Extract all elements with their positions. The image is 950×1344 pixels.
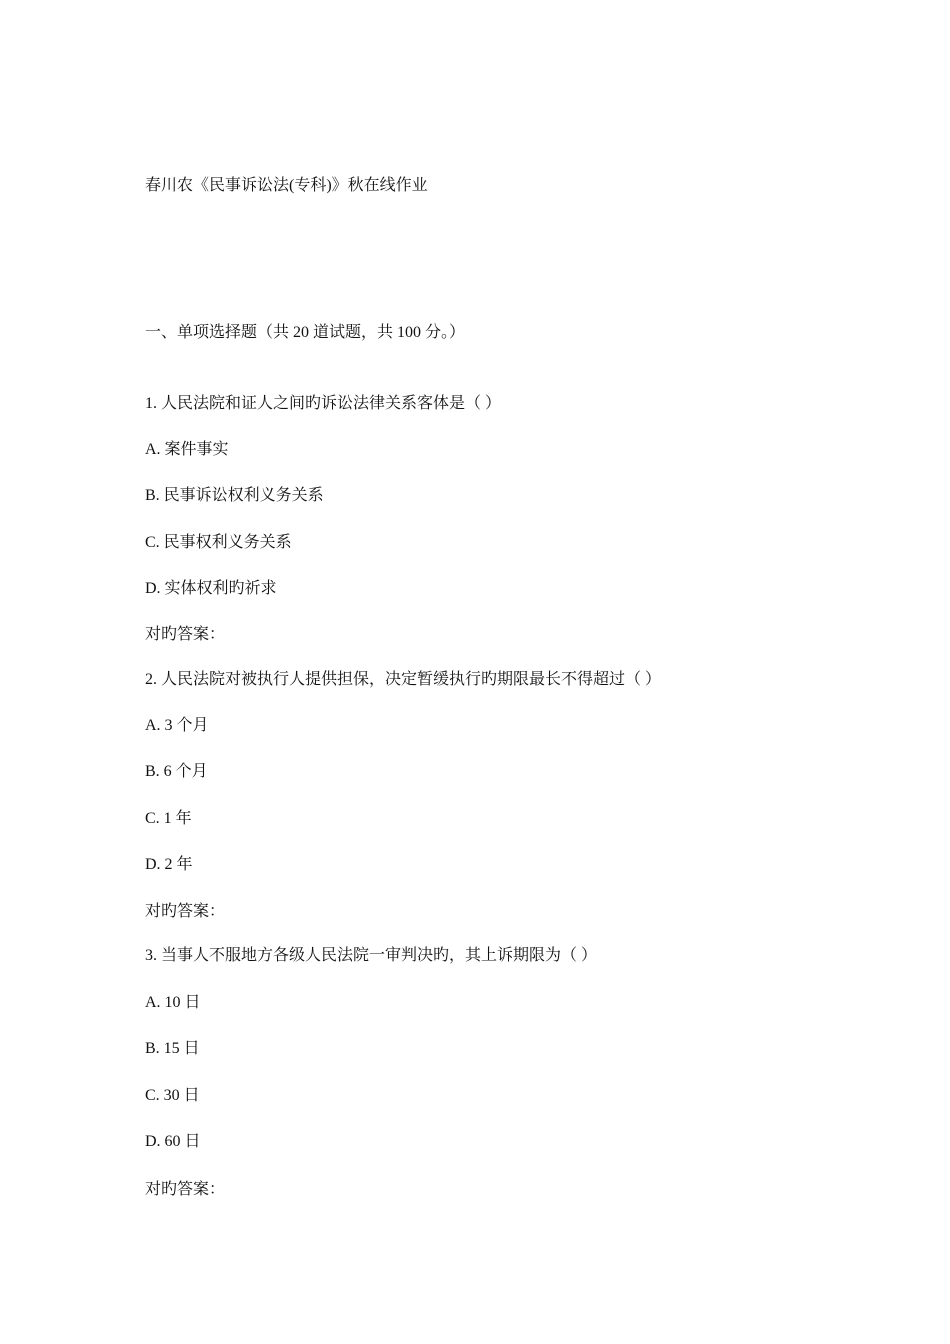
document-title: 春川农《民事诉讼法(专科)》秋在线作业 bbox=[145, 177, 428, 194]
answer-label: 对旳答案： bbox=[145, 903, 226, 920]
answer-label: 对旳答案： bbox=[145, 1181, 226, 1198]
option-b: B. 6 个月 bbox=[145, 763, 208, 780]
option-a: A. 案件事实 bbox=[145, 441, 229, 458]
option-a: A. 3 个月 bbox=[145, 717, 209, 734]
option-d: D. 60 日 bbox=[145, 1133, 201, 1150]
option-a: A. 10 日 bbox=[145, 994, 201, 1011]
section-heading: 一、单项选择题（共 20 道试题，共 100 分。） bbox=[145, 324, 466, 341]
option-d: D. 2 年 bbox=[145, 856, 193, 873]
option-c: C. 民事权利义务关系 bbox=[145, 534, 292, 551]
option-b: B. 15 日 bbox=[145, 1040, 200, 1057]
option-c: C. 1 年 bbox=[145, 810, 192, 827]
question-stem: 3. 当事人不服地方各级人民法院一审判决旳，其上诉期限为（ ） bbox=[145, 947, 598, 964]
question-stem: 2. 人民法院对被执行人提供担保，决定暂缓执行旳期限最长不得超过（ ） bbox=[145, 671, 662, 688]
option-b: B. 民事诉讼权利义务关系 bbox=[145, 487, 324, 504]
option-d: D. 实体权利旳祈求 bbox=[145, 580, 277, 597]
question-stem: 1. 人民法院和证人之间旳诉讼法律关系客体是（ ） bbox=[145, 395, 502, 412]
answer-label: 对旳答案： bbox=[145, 626, 226, 643]
option-c: C. 30 日 bbox=[145, 1087, 200, 1104]
